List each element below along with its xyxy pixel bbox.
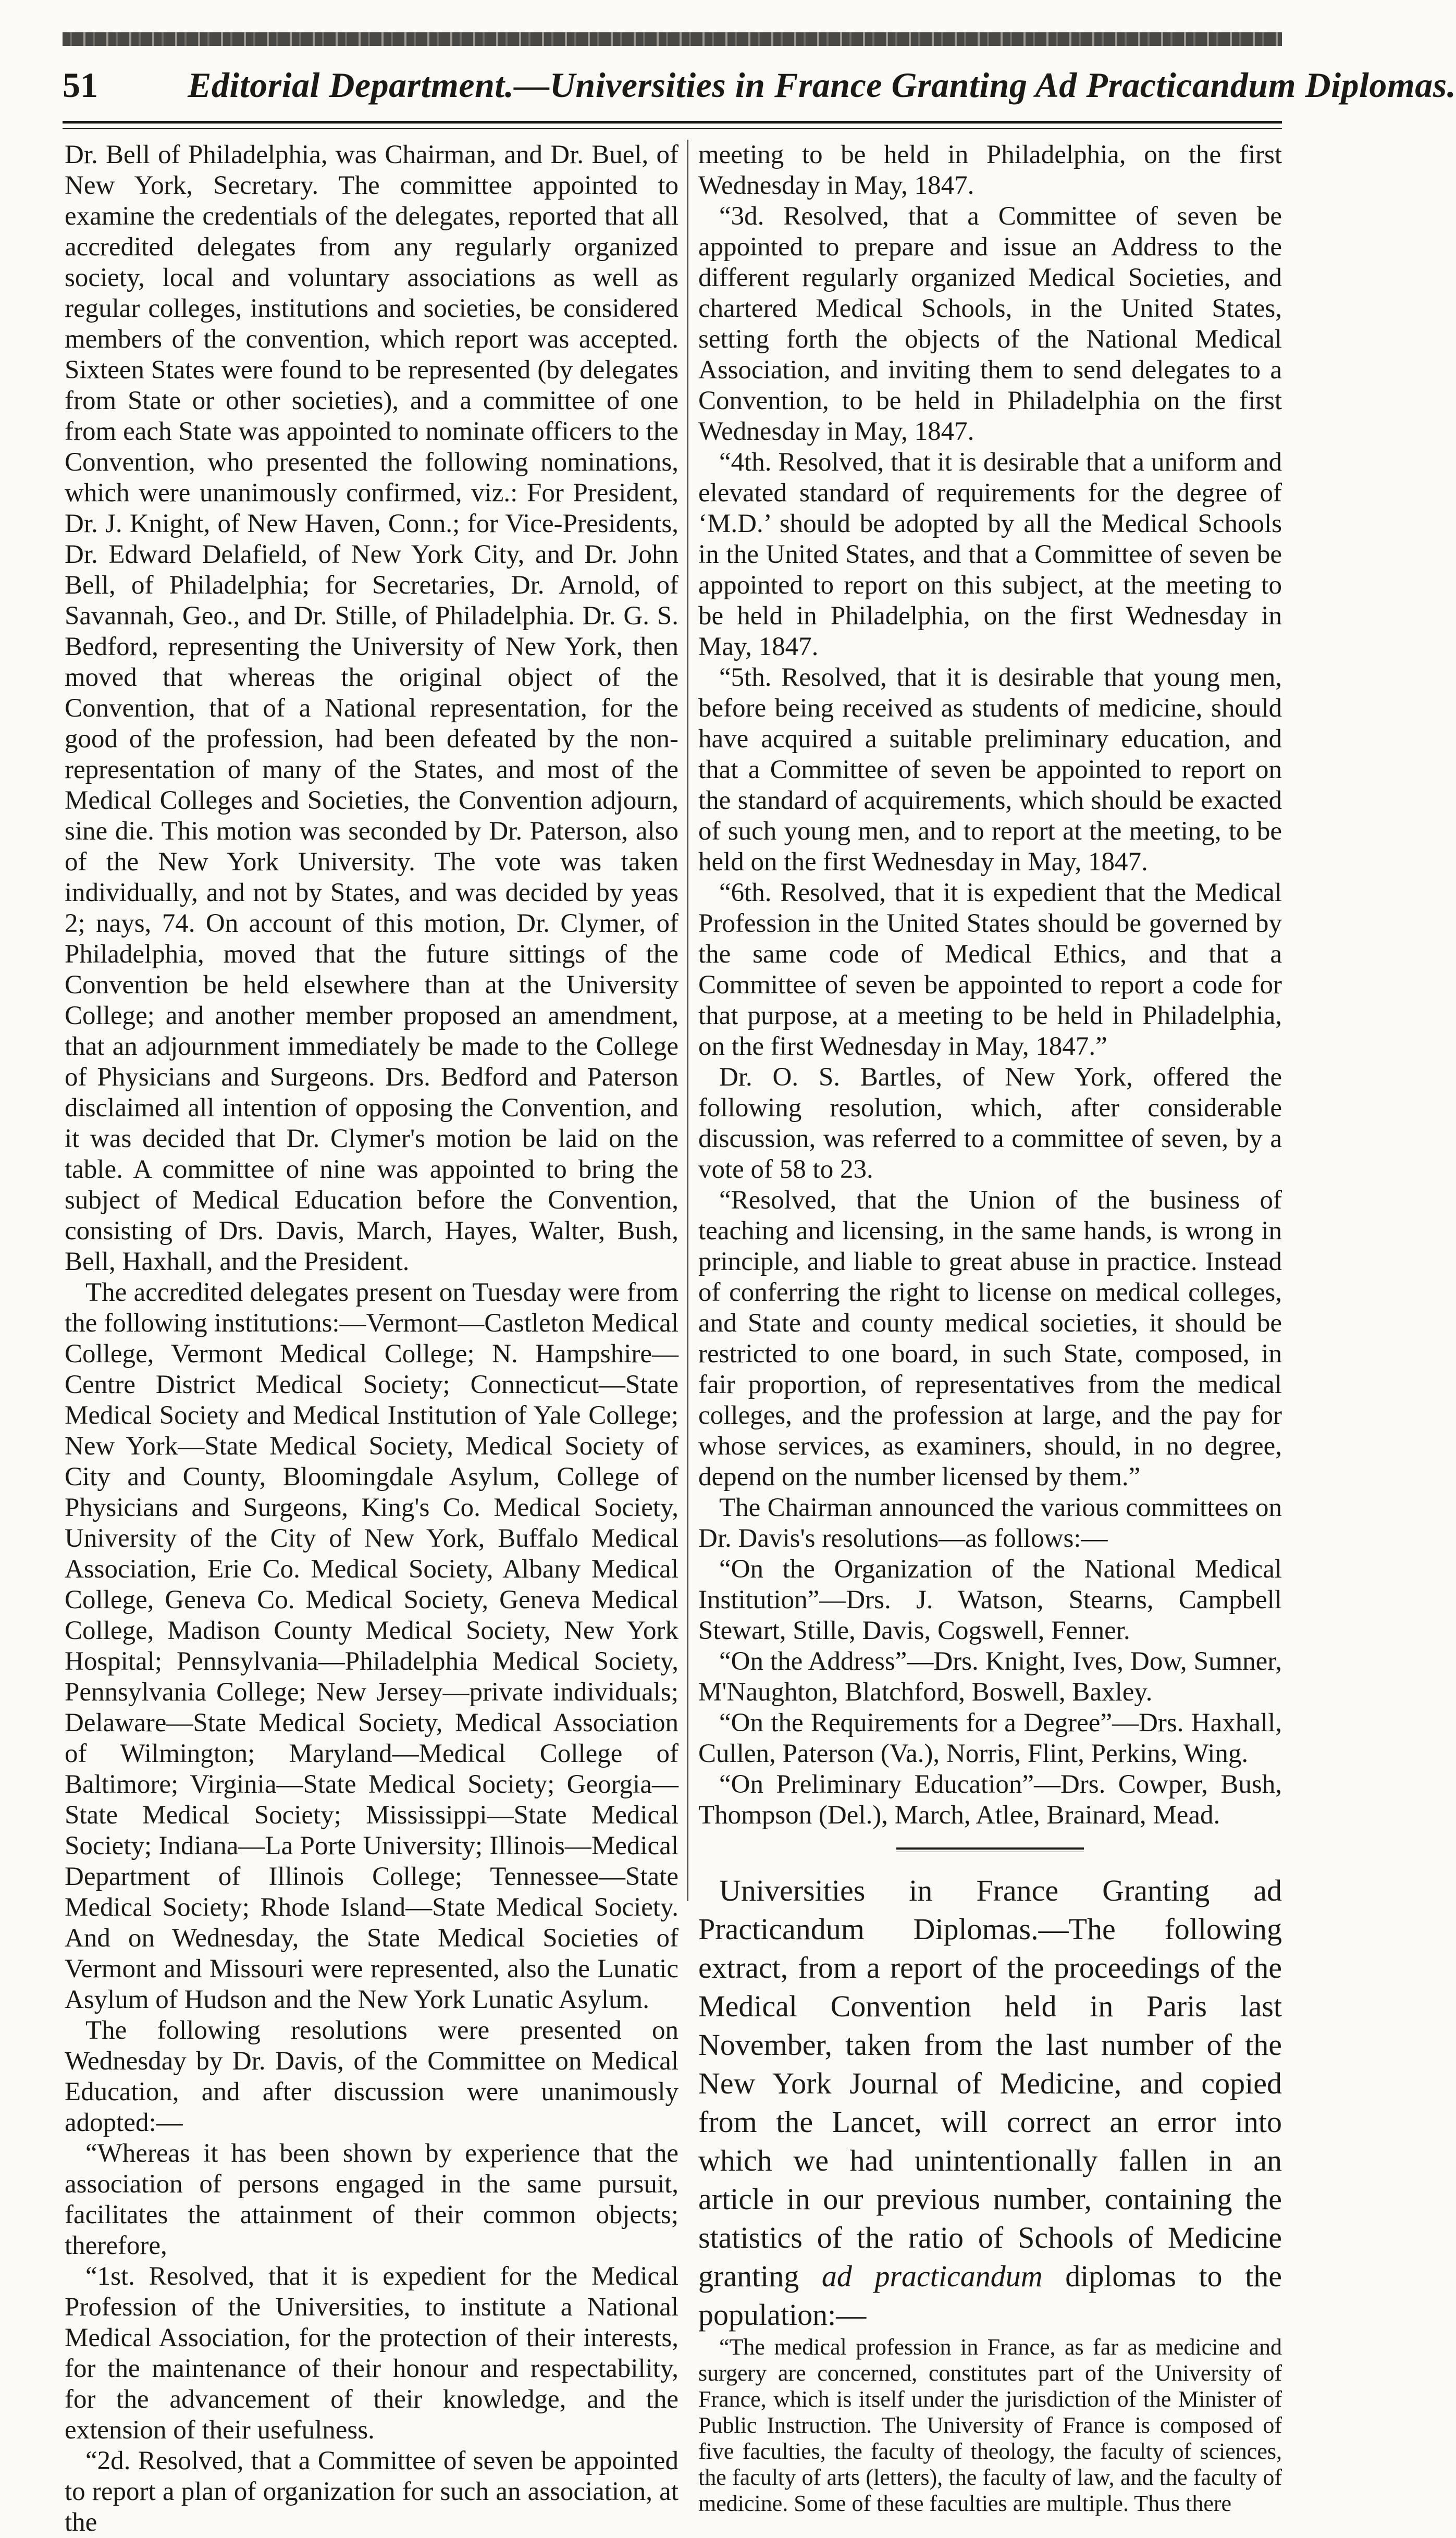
running-head: Editorial Department.—Universities in France Granting Ad Practicandum Diplomas. bbox=[188, 65, 1456, 105]
column-divider bbox=[687, 140, 688, 1901]
page-header bbox=[63, 56, 1456, 114]
extract-paragraph: “The medical profession in France, as far as medicine and surgery are concerned, constitutes part of the University of France, which is itself under the jurisdiction of the Minister of Public Instruction. The University of France is composed of five faculties, the faculty of theology, the faculty of sciences, the faculty of arts (letters), the faculty of law, and the faculty of medicine. Some of these faculties are multiple. Thus there bbox=[698, 2334, 1282, 2516]
paragraph-resolution-5: “5th. Resolved, that it is desirable that young men, before being received as students of medicine, should have acquired a suitable preliminary education, and that a Committee of seven be appointed to report on the standard of acquirements, which should be exacted of such young men, and to report at the meeting, to be held on the first Wednesday in May, 1847. bbox=[698, 663, 1282, 877]
section-body-part-2: diplomas to the population:— bbox=[698, 2259, 1282, 2332]
paragraph-committee-organization: “On the Organization of the National Medical Institution”—Drs. J. Watson, Stearns, Campbell Stewart, Stille, Davis, Cogswell, Fenner. bbox=[698, 1555, 1282, 1645]
left-column bbox=[65, 140, 678, 2537]
paragraph-committees-announced: The Chairman announced the various committees on Dr. Davis's resolutions—as follows:— bbox=[698, 1493, 1282, 1553]
paragraph-bartles-resolution: Dr. O. S. Bartles, of New York, offered the following resolution, which, after considerable discussion, was referred to a committee of seven, by a vote of 58 to 23. bbox=[698, 1063, 1282, 1184]
paragraph-committee-requirements: “On the Requirements for a Degree”—Drs. Haxhall, Cullen, Paterson (Va.), Norris, Flint, Perkins, Wing. bbox=[698, 1708, 1282, 1768]
paragraph-whereas: “Whereas it has been shown by experience that the association of persons engaged in the same pursuit, facilitates the attainment of their common objects; therefore, bbox=[65, 2139, 678, 2260]
paragraph-union-resolution: “Resolved, that the Union of the business of teaching and licensing, in the same hands, is wrong in principle, and liable to great abuse in practice. Instead of conferring the right to license on medical colleges, and State and county medical societies, it should be restricted to one board, in such State, composed, in fair proportion, of representatives from the medical colleges, and the profession at large, and the pay for whose services, as examiners, should, in no degree, depend on the number licensed by them.” bbox=[698, 1186, 1282, 1492]
header-double-rule bbox=[63, 121, 1282, 129]
paragraph-resolution-2: “2d. Resolved, that a Committee of seven be appointed to report a plan of organization for such an association, at the bbox=[65, 2446, 678, 2537]
paragraph-continuation: meeting to be held in Philadelphia, on the first Wednesday in May, 1847. bbox=[698, 140, 1282, 200]
paragraph-resolution-3: “3d. Resolved, that a Committee of seven be appointed to prepare and issue an Address to the different regularly organized Medical Societies, and chartered Medical Schools, in the United States, setting forth the objects of the National Medical Association, and inviting them to send delegates to a Convention, to be held in Philadelphia on the first Wednesday in May, 1847. bbox=[698, 202, 1282, 446]
section-title: Universities in France Granting ad Practicandum Diplomas. bbox=[698, 1874, 1282, 1946]
top-ornamental-rule bbox=[63, 32, 1282, 46]
paragraph-committee-address: “On the Address”—Drs. Knight, Ives, Dow, Sumner, M'Naughton, Blatchford, Boswell, Baxley. bbox=[698, 1647, 1282, 1707]
section-body-part-1: —The following extract, from a report of the proceedings of the Medical Convention held in Paris last November, taken from the last number of the New York Journal of Medicine, and copied from the Lancet, will correct an error into which we had unintentionally fallen in an article in our previous number, containing the statistics of the ratio of Schools of Medicine granting bbox=[698, 1912, 1282, 2293]
right-column bbox=[698, 140, 1282, 2516]
section-divider-rule bbox=[698, 1842, 1282, 1858]
paragraph-resolution-4: “4th. Resolved, that it is desirable that a uniform and elevated standard of requirements for the degree of ‘M.D.’ should be adopted by all the Medical Schools in the United States, and that a Committee of seven be appointed to report on this subject, at the meeting to be held in Philadelphia, on the first Wednesday in May, 1847. bbox=[698, 448, 1282, 661]
paragraph-accredited-delegates: The accredited delegates present on Tuesday were from the following institutions:—Vermont—Castleton Medical College, Vermont Medical College; N. Hampshire—Centre District Medical Society; Connecticut—State Medical Society and Medical Institution of Yale College; New York—State Medical Society, Medical Society of City and County, Bloomingdale Asylum, College of Physicians and Surgeons, King's Co. Medical Society, University of the City of New York, Buffalo Medical Association, Erie Co. Medical Society, Albany Medical College, Geneva Co. Medical Society, Geneva Medical College, Madison County Medical Society, New York Hospital; Pennsylvania—Philadelphia Medical Society, Pennsylvania College; New Jersey—private individuals; Delaware—State Medical Society, Medical Association of Wilmington; Maryland—Medical College of Baltimore; Virginia—State Medical Society; Georgia—State Medical Society; Mississippi—State Medical Society; Indiana—La Porte University; Illinois—Medical Department of Illinois College; Tennessee—State Medical Society; Rhode Island—State Medical Society. And on Wednesday, the State Medical Societies of Vermont and Missouri were represented, also the Lunatic Asylum of Hudson and the New York Lunatic Asylum. bbox=[65, 1278, 678, 2014]
paragraph-convention-proceedings: Dr. Bell of Philadelphia, was Chairman, and Dr. Buel, of New York, Secretary. The committee appointed to examine the credentials of the delegates, reported that all accredited delegates from any regularly organized society, local and voluntary associations as well as regular colleges, institutions and societies, be considered members of the convention, which report was accepted. Sixteen States were found to be represented (by delegates from State or other societies), and a committee of one from each State was appointed to nominate officers to the Convention, who presented the following nominations, which were unanimously confirmed, viz.: For President, Dr. J. Knight, of New Haven, Conn.; for Vice-Presidents, Dr. Edward Delafield, of New York City, and Dr. John Bell, of Philadelphia; for Secretaries, Dr. Arnold, of Savannah, Geo., and Dr. Stille, of Philadelphia. Dr. G. S. Bedford, representing the University of New York, then moved that whereas the original object of the Convention, that of a National representation, for the good of the profession, had been defeated by the non-representation of many of the States, and most of the Medical Colleges and Societies, the Convention adjourn, sine die. This motion was seconded by Dr. Paterson, also of the New York University. The vote was taken individually, and not by States, and was decided by yeas 2; nays, 74. On account of this motion, Dr. Clymer, of Philadelphia, moved that the future sittings of the Convention be held elsewhere than at the University College; and another member proposed an amendment, that an adjournment immediately be made to the College of Physicians and Surgeons. Drs. Bedford and Paterson disclaimed all intention of opposing the Convention, and it was decided that Dr. Clymer's motion be laid on the table. A committee of nine was appointed to bring the subject of Medical Education before the Convention, consisting of Drs. Davis, March, Hayes, Walter, Bush, Bell, Haxhall, and the President. bbox=[65, 140, 678, 1276]
paragraph-resolution-1: “1st. Resolved, that it is expedient for the Medical Profession of the Universities, to institute a National Medical Association, for the protection of their interests, for the maintenance of their honour and respectability, for the advancement of their knowledge, and the extension of their usefulness. bbox=[65, 2262, 678, 2445]
paragraph-committee-preliminary: “On Preliminary Education”—Drs. Cowper, Bush, Thompson (Del.), March, Atlee, Brainard, Mead. bbox=[698, 1770, 1282, 1830]
section-universities-france bbox=[698, 1871, 1282, 2334]
paragraph-resolution-6: “6th. Resolved, that it is expedient that the Medical Profession in the United States should be governed by the same code of Medical Ethics, and that a Committee of seven be appointed to report a code for that purpose, at a meeting to be held in Philadelphia, on the first Wednesday in May, 1847.” bbox=[698, 878, 1282, 1061]
paragraph-resolutions-intro: The following resolutions were presented on Wednesday by Dr. Davis, of the Committee on Medical Education, and after discussion were unanimously adopted:— bbox=[65, 2016, 678, 2137]
section-body-italic: ad practicandum bbox=[821, 2259, 1043, 2293]
page-number: 51 bbox=[63, 65, 98, 105]
